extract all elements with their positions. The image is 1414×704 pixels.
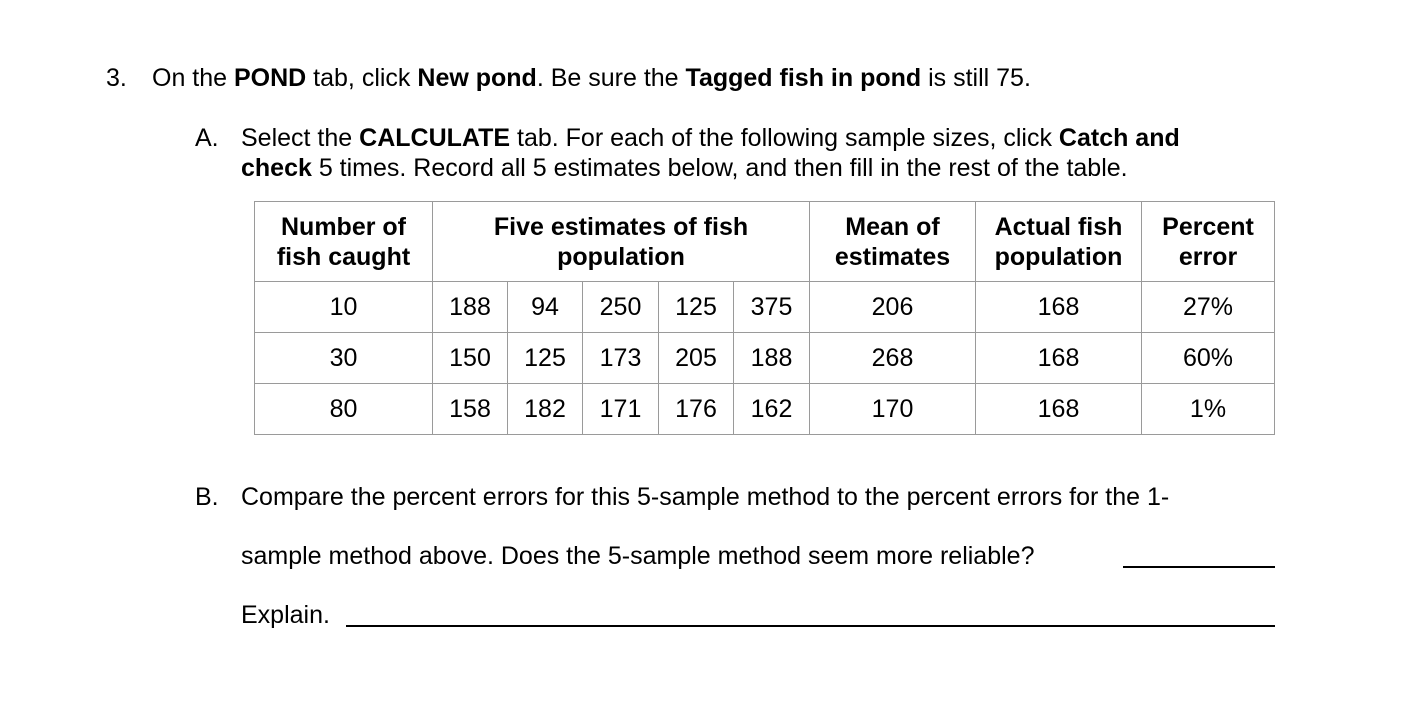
part-b-line-1: Compare the percent errors for this 5-sample method to the percent errors for the 1-: [241, 483, 1170, 511]
cell-estimate: 188: [734, 333, 810, 384]
new-pond-ref: New pond: [417, 64, 537, 92]
part-b-line-2: sample method above. Does the 5-sample method seem more reliable?: [241, 542, 1035, 570]
cell-percent-error: 27%: [1142, 282, 1275, 333]
cell-caught: 10: [255, 282, 433, 333]
header-five-estimates: Five estimates of fish population: [433, 202, 810, 282]
header-percent-error: Percent error: [1142, 202, 1275, 282]
fish-estimates-table: [254, 201, 1275, 435]
question-3-number: 3.: [106, 64, 127, 92]
cell-estimate: 250: [583, 282, 659, 333]
tagged-fish-ref: Tagged fish in pond: [685, 64, 922, 92]
cell-mean: 206: [810, 282, 976, 333]
cell-estimate: 125: [508, 333, 583, 384]
cell-percent-error: 60%: [1142, 333, 1275, 384]
table-row: [255, 333, 1275, 384]
explain-label: Explain.: [241, 601, 330, 629]
cell-estimate: 125: [659, 282, 734, 333]
cell-estimate: 171: [583, 384, 659, 435]
cell-percent-error: 1%: [1142, 384, 1275, 435]
question-3-text: On the POND tab, click New pond. Be sure the Tagged fish in pond is still 75.: [152, 64, 1031, 92]
part-a-letter: A.: [195, 124, 219, 152]
table-row: [255, 384, 1275, 435]
table-header-row: [255, 202, 1275, 282]
header-actual: Actual fish population: [976, 202, 1142, 282]
cell-caught: 30: [255, 333, 433, 384]
header-number-caught: Number of fish caught: [255, 202, 433, 282]
cell-estimate: 375: [734, 282, 810, 333]
cell-caught: 80: [255, 384, 433, 435]
cell-actual: 168: [976, 282, 1142, 333]
catch-and-check-ref: Catch and: [1058, 124, 1180, 152]
cell-estimate: 173: [583, 333, 659, 384]
cell-estimate: 176: [659, 384, 734, 435]
pond-tab-ref: POND: [234, 64, 307, 92]
part-a-line-1: Select the CALCULATE tab. For each of the following sample sizes, click Catch and: [241, 124, 1180, 152]
cell-mean: 268: [810, 333, 976, 384]
cell-actual: 168: [976, 333, 1142, 384]
cell-estimate: 188: [433, 282, 508, 333]
table-row: [255, 282, 1275, 333]
calculate-tab-ref: CALCULATE: [359, 124, 511, 152]
part-b-letter: B.: [195, 483, 219, 511]
cell-mean: 170: [810, 384, 976, 435]
part-a-line-2: check 5 times. Record all 5 estimates below, and then fill in the rest of the table.: [241, 154, 1128, 182]
cell-estimate: 158: [433, 384, 508, 435]
cell-actual: 168: [976, 384, 1142, 435]
reliable-answer-blank[interactable]: [1123, 566, 1275, 568]
explain-answer-blank[interactable]: [346, 625, 1275, 627]
cell-estimate: 182: [508, 384, 583, 435]
header-mean: Mean of estimates: [810, 202, 976, 282]
cell-estimate: 94: [508, 282, 583, 333]
cell-estimate: 150: [433, 333, 508, 384]
cell-estimate: 162: [734, 384, 810, 435]
cell-estimate: 205: [659, 333, 734, 384]
